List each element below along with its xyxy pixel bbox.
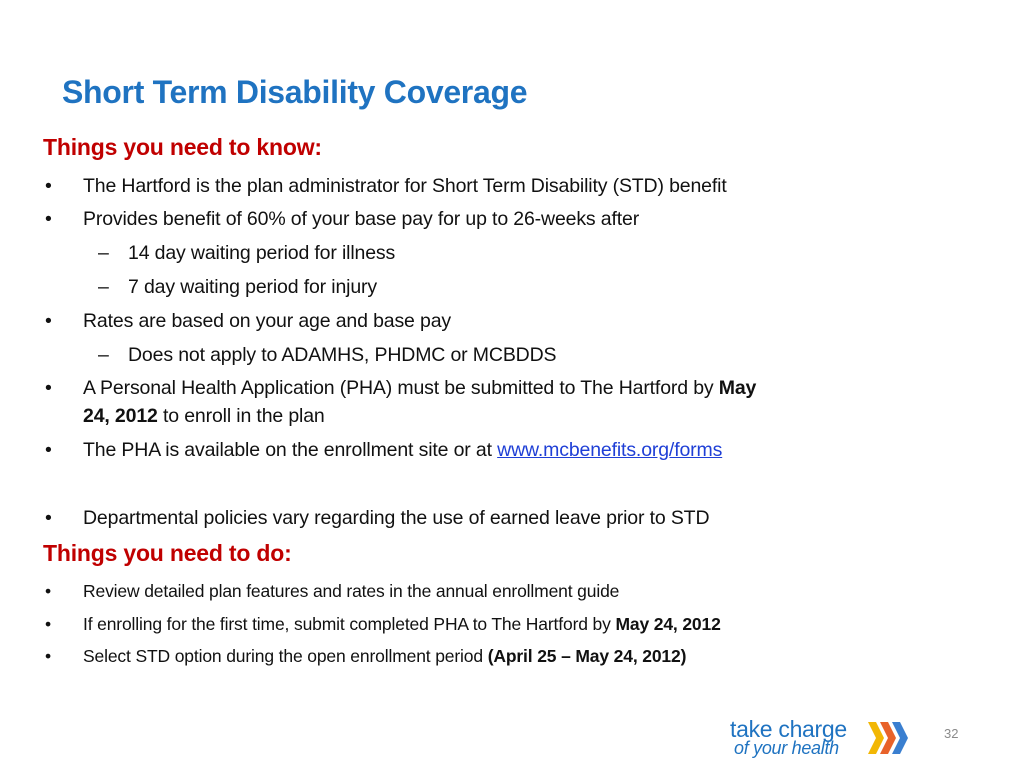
list-item-text: Departmental policies vary regarding the use of earned leave prior to STD: [83, 507, 710, 529]
page-number: 32: [944, 726, 959, 741]
bullet: •: [45, 439, 52, 461]
bullet: •: [45, 208, 52, 230]
bullet: •: [45, 175, 52, 197]
list-item-text: [83, 374, 756, 403]
bullet: •: [45, 377, 52, 399]
list-item-text: Rates are based on your age and base pay: [83, 310, 452, 332]
dash: –: [98, 344, 109, 366]
take-charge-logo: [730, 716, 920, 760]
list-item-text: Review detailed plan features and rates in the annual enrollment guide: [83, 581, 620, 601]
bullet: •: [45, 310, 52, 332]
list-item-text: The Hartford is the plan administrator for Short Term Disability (STD) benefit: [83, 175, 727, 197]
logo-line-1: take charge: [730, 716, 847, 742]
enrollment-period: (April 25 – May 24, 2012): [487, 646, 687, 666]
deadline-date: May: [718, 377, 757, 399]
bullet: •: [45, 614, 51, 634]
sub-list-item-text: Does not apply to ADAMHS, PHDMC or MCBDDS: [128, 344, 557, 366]
bullet: •: [45, 507, 52, 529]
list-item-text: Provides benefit of 60% of your base pay for up to 26-weeks after: [83, 208, 640, 230]
sub-list-item-text: 7 day waiting period for injury: [128, 276, 377, 298]
bullet: •: [45, 646, 51, 666]
deadline-date: May 24, 2012: [615, 614, 721, 634]
text-segment: Select STD option during the open enrollment period: [83, 646, 488, 666]
sub-list-item-text: 14 day waiting period for illness: [128, 242, 396, 264]
slide-title: Short Term Disability Coverage: [62, 74, 528, 110]
know-heading: Things you need to know:: [43, 134, 322, 160]
logo-line-2: of your health: [734, 738, 839, 758]
todo-heading: Things you need to do:: [43, 540, 292, 566]
list-item-text: [83, 610, 721, 639]
dash: –: [98, 276, 109, 298]
list-item-text: [83, 436, 722, 465]
list-item-text: [83, 642, 686, 671]
text-segment: to enroll in the plan: [157, 405, 325, 427]
text-segment: The PHA is available on the enrollment site or at: [83, 439, 498, 461]
dash: –: [98, 242, 109, 264]
forms-link[interactable]: www.mcbenefits.org/forms: [497, 439, 723, 461]
text-segment: If enrolling for the first time, submit completed PHA to The Hartford by: [83, 614, 616, 634]
list-item-text: [83, 402, 325, 431]
bullet: •: [45, 581, 51, 601]
deadline-date: 24, 2012: [83, 405, 158, 427]
chevrons-icon: [866, 718, 912, 758]
text-segment: A Personal Health Application (PHA) must be submitted to The Hartford by: [83, 377, 719, 399]
